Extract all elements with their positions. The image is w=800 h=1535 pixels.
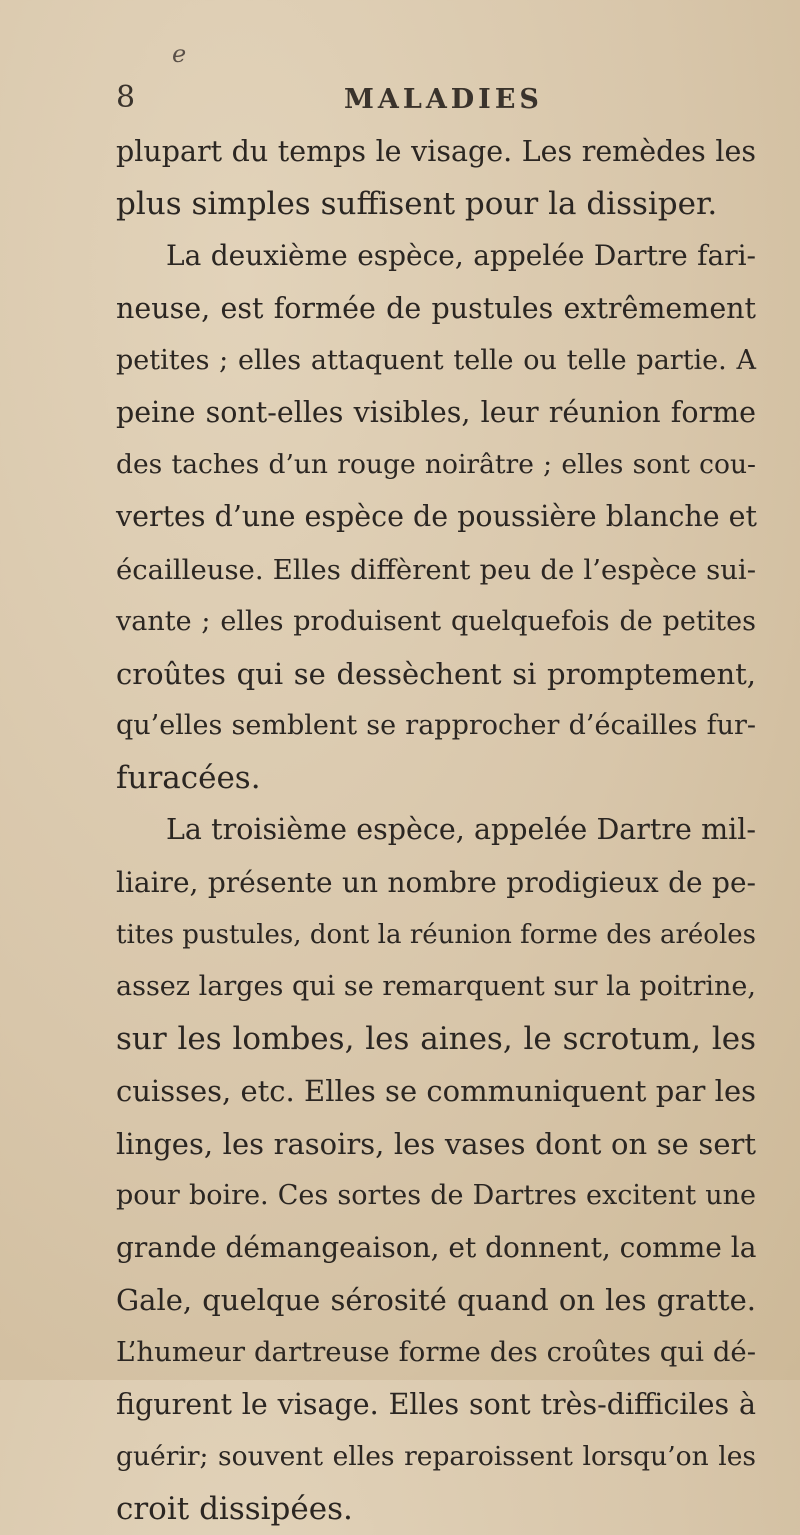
body-text: [116, 126, 756, 1535]
text-line: grande démangeaison, et donnent, comme la: [116, 1230, 757, 1264]
text-line: furacées.: [116, 760, 261, 797]
page-mark: e: [172, 40, 187, 68]
text-line: plupart du temps le visage. Les remèdes les: [116, 135, 756, 168]
text-line: pour boire. Ces sortes de Dartres excitent une: [116, 1179, 756, 1211]
page-header: [116, 80, 756, 116]
page-number: 8: [116, 80, 136, 115]
text-line: croûtes qui se dessèchent si promptement,: [116, 656, 756, 691]
text-line: cuisses, etc. Elles se communiquent par les: [116, 1074, 756, 1109]
text-line: vante ; elles produisent quelquefois de petites: [116, 605, 756, 637]
text-line: L’humeur dartreuse forme des croûtes qui dé-: [116, 1336, 756, 1369]
text-line: peine sont-elles visibles, leur réunion forme: [116, 395, 756, 429]
text-line: guérir; souvent elles reparoissent lorsqu’on les: [116, 1440, 756, 1472]
text-line: vertes d’une espèce de poussière blanche et: [116, 500, 757, 534]
text-line: Gale, quelque sérosité quand on les gratte.: [116, 1283, 756, 1318]
text-line: qu’elles semblent se rapprocher d’écailles fur-: [116, 710, 756, 742]
text-line: La troisième espèce, appelée Dartre mil-: [166, 813, 756, 847]
text-line: neuse, est formée de pustules extrêmement: [116, 291, 756, 325]
text-line: des taches d’un rouge noirâtre ; elles sont cou-: [116, 449, 756, 481]
text-line: figurent le visage. Elles sont très-difficiles à: [116, 1387, 756, 1421]
text-line: liaire, présente un nombre prodigieux de pe-: [116, 865, 756, 899]
text-line: sur les lombes, les aines, le scrotum, les: [116, 1021, 756, 1058]
running-title: MALADIES: [344, 84, 543, 115]
text-line: petites ; elles attaquent telle ou telle partie. A: [116, 344, 756, 376]
text-line: tites pustules, dont la réunion forme des aréoles: [116, 919, 756, 950]
text-line: écailleuse. Elles diffèrent peu de l’espèce sui-: [116, 553, 756, 586]
text-line: assez larges qui se remarquent sur la poitrine,: [116, 971, 756, 1002]
text-line: linges, les rasoirs, les vases dont on se sert: [116, 1126, 756, 1161]
text-line: plus simples suffisent pour la dissiper.: [116, 186, 718, 223]
text-line: La deuxième espèce, appelée Dartre fari-: [166, 239, 756, 273]
text-line: croit dissipées.: [116, 1490, 353, 1527]
